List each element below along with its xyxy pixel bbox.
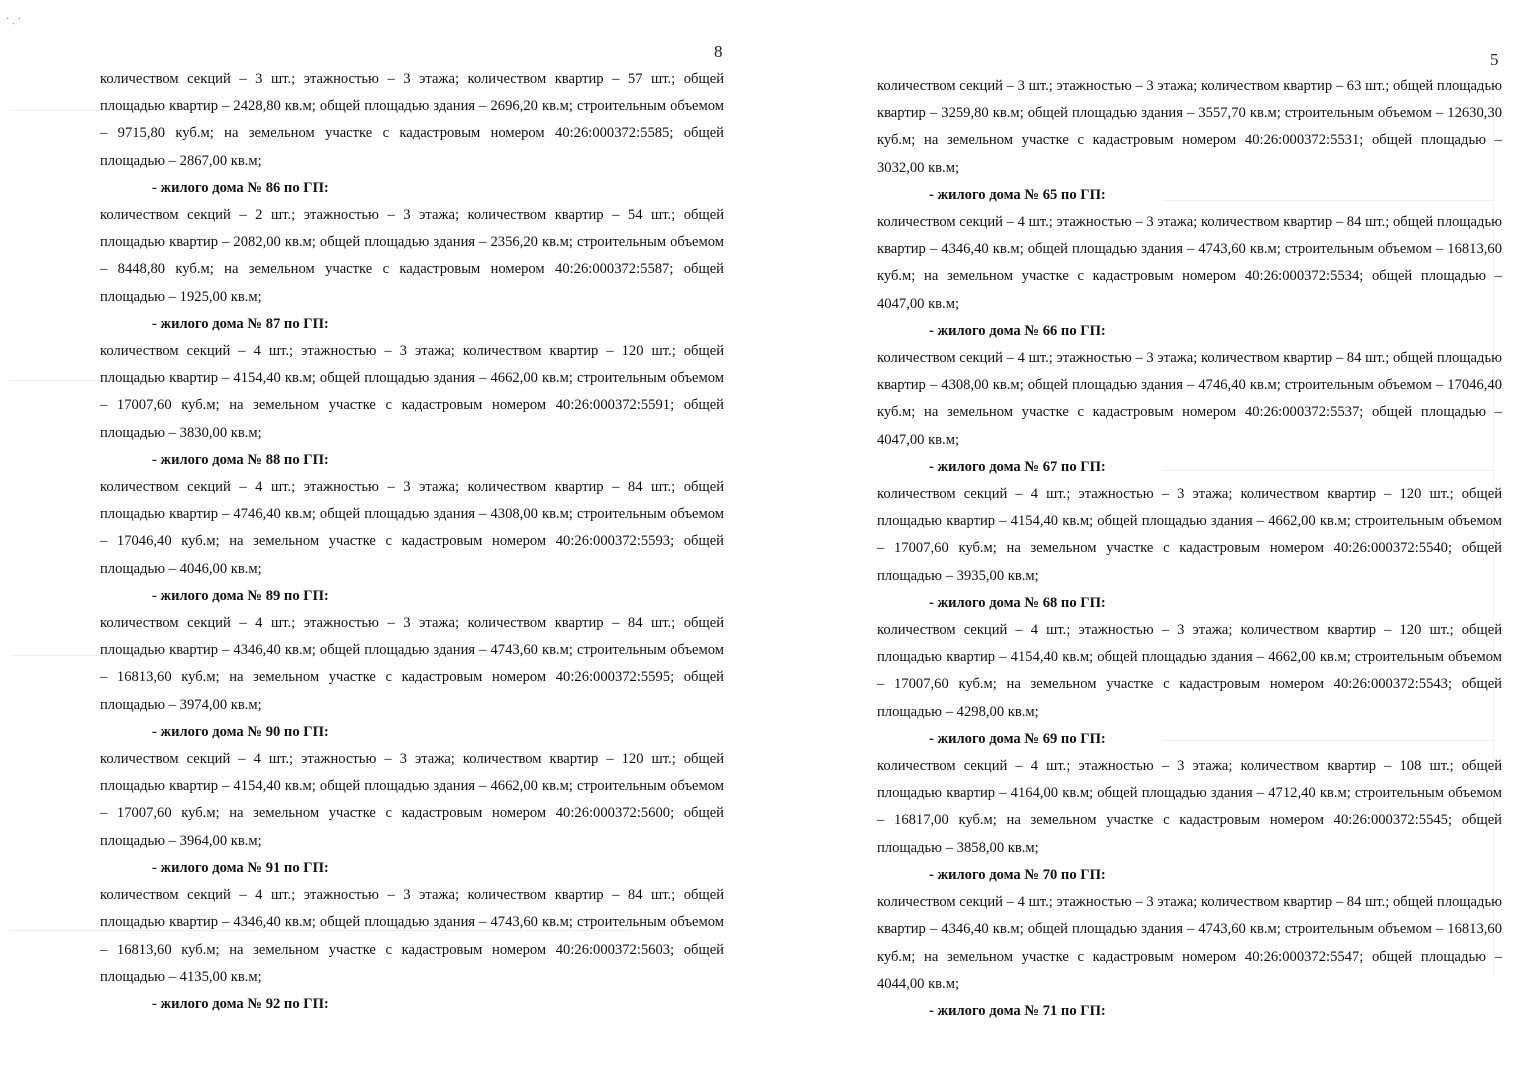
house-heading: - жилого дома № 71 по ГП: [929,1002,1106,1019]
page-number: 5 [1490,50,1499,69]
house-heading: - жилого дома № 69 по ГП: [929,730,1106,747]
house-description: количеством секций – 3 шт.; этажностью – 3 этажа; количеством квартир – 57 шт.; общей площадью квартир – 2428,80 кв.м; общей площадью здания – 2696,20 кв.м; строительным объемом – 9715,80 куб.м; на земельном участке с кадастровым номером 40:26:000372:5585; общей площадью – 2867,00 кв.м; [100,71,724,169]
house-heading: - жилого дома № 68 по ГП: [929,594,1106,611]
house-description: количеством секций – 4 шт.; этажностью – 3 этажа; количеством квартир – 108 шт.; общей площадью квартир – 4164,00 кв.м; общей площадью здания – 4712,40 кв.м; строительным объемом – 16817,00 куб.м; на земельном участке с кадастровым номером 40:26:000372:5545; общей площадью – 3858,00 кв.м; [877,758,1502,856]
house-description: количеством секций – 4 шт.; этажностью – 3 этажа; количеством квартир – 84 шт.; общей площадью квартир – 4746,40 кв.м; общей площадью здания – 4308,00 кв.м; строительным объемом – 17046,40 куб.м; на земельном участке с кадастровым номером 40:26:000372:5593; общей площадью – 4046,00 кв.м; [100,479,724,577]
house-heading: - жилого дома № 67 по ГП: [929,458,1106,475]
house-heading: - жилого дома № 87 по ГП: [152,315,329,332]
house-heading: - жилого дома № 66 по ГП: [929,322,1106,339]
house-description: количеством секций – 4 шт.; этажностью – 3 этажа; количеством квартир – 84 шт.; общей площадью квартир – 4346,40 кв.м; общей площадью здания – 4743,60 кв.м; строительным объемом – 16813,60 куб.м; на земельном участке с кадастровым номером 40:26:000372:5603; общей площадью – 4135,00 кв.м; [100,887,724,985]
scan-specks: · ˏ · [6,14,21,25]
house-description: количеством секций – 2 шт.; этажностью – 3 этажа; количеством квартир – 54 шт.; общей площадью квартир – 2082,00 кв.м; общей площадью здания – 2356,20 кв.м; строительным объемом – 8448,80 куб.м; на земельном участке с кадастровым номером 40:26:000372:5587; общей площадью – 1925,00 кв.м; [100,207,724,305]
page-number: 8 [714,42,723,61]
left-text-block [100,66,724,1018]
house-heading: - жилого дома № 65 по ГП: [929,186,1106,203]
house-heading: - жилого дома № 90 по ГП: [152,723,329,740]
house-description: количеством секций – 4 шт.; этажностью – 3 этажа; количеством квартир – 120 шт.; общей площадью квартир – 4154,40 кв.м; общей площадью здания – 4662,00 кв.м; строительным объемом – 17007,60 куб.м; на земельном участке с кадастровым номером 40:26:000372:5600; общей площадью – 3964,00 кв.м; [100,751,724,849]
house-heading: - жилого дома № 91 по ГП: [152,859,329,876]
right-text-block [877,73,1502,1025]
right-page [763,0,1526,1080]
house-heading: - жилого дома № 88 по ГП: [152,451,329,468]
house-heading: - жилого дома № 92 по ГП: [152,995,329,1012]
house-description: количеством секций – 4 шт.; этажностью – 3 этажа; количеством квартир – 84 шт.; общей площадью квартир – 4346,40 кв.м; общей площадью здания – 4743,60 кв.м; строительным объемом – 16813,60 куб.м; на земельном участке с кадастровым номером 40:26:000372:5547; общей площадью – 4044,00 кв.м; [877,894,1502,992]
house-description: количеством секций – 4 шт.; этажностью – 3 этажа; количеством квартир – 84 шт.; общей площадью квартир – 4308,00 кв.м; общей площадью здания – 4746,40 кв.м; строительным объемом – 17046,40 куб.м; на земельном участке с кадастровым номером 40:26:000372:5537; общей площадью – 4047,00 кв.м; [877,350,1502,448]
house-description: количеством секций – 4 шт.; этажностью – 3 этажа; количеством квартир – 120 шт.; общей площадью квартир – 4154,40 кв.м; общей площадью здания – 4662,00 кв.м; строительным объемом – 17007,60 куб.м; на земельном участке с кадастровым номером 40:26:000372:5543; общей площадью – 4298,00 кв.м; [877,622,1502,720]
house-heading: - жилого дома № 70 по ГП: [929,866,1106,883]
house-heading: - жилого дома № 86 по ГП: [152,179,329,196]
house-heading: - жилого дома № 89 по ГП: [152,587,329,604]
house-description: количеством секций – 4 шт.; этажностью – 3 этажа; количеством квартир – 84 шт.; общей площадью квартир – 4346,40 кв.м; общей площадью здания – 4743,60 кв.м; строительным объемом – 16813,60 куб.м; на земельном участке с кадастровым номером 40:26:000372:5595; общей площадью – 3974,00 кв.м; [100,615,724,713]
house-description: количеством секций – 4 шт.; этажностью – 3 этажа; количеством квартир – 120 шт.; общей площадью квартир – 4154,40 кв.м; общей площадью здания – 4662,00 кв.м; строительным объемом – 17007,60 куб.м; на земельном участке с кадастровым номером 40:26:000372:5540; общей площадью – 3935,00 кв.м; [877,486,1502,584]
house-description: количеством секций – 4 шт.; этажностью – 3 этажа; количеством квартир – 120 шт.; общей площадью квартир – 4154,40 кв.м; общей площадью здания – 4662,00 кв.м; строительным объемом – 17007,60 куб.м; на земельном участке с кадастровым номером 40:26:000372:5591; общей площадью – 3830,00 кв.м; [100,343,724,441]
house-description: количеством секций – 3 шт.; этажностью – 3 этажа; количеством квартир – 63 шт.; общей площадью квартир – 3259,80 кв.м; общей площадью здания – 3557,70 кв.м; строительным объемом – 12630,30 куб.м; на земельном участке с кадастровым номером 40:26:000372:5531; общей площадью – 3032,00 кв.м; [877,78,1502,176]
house-description: количеством секций – 4 шт.; этажностью – 3 этажа; количеством квартир – 84 шт.; общей площадью квартир – 4346,40 кв.м; общей площадью здания – 4743,60 кв.м; строительным объемом – 16813,60 куб.м; на земельном участке с кадастровым номером 40:26:000372:5534; общей площадью – 4047,00 кв.м; [877,214,1502,312]
